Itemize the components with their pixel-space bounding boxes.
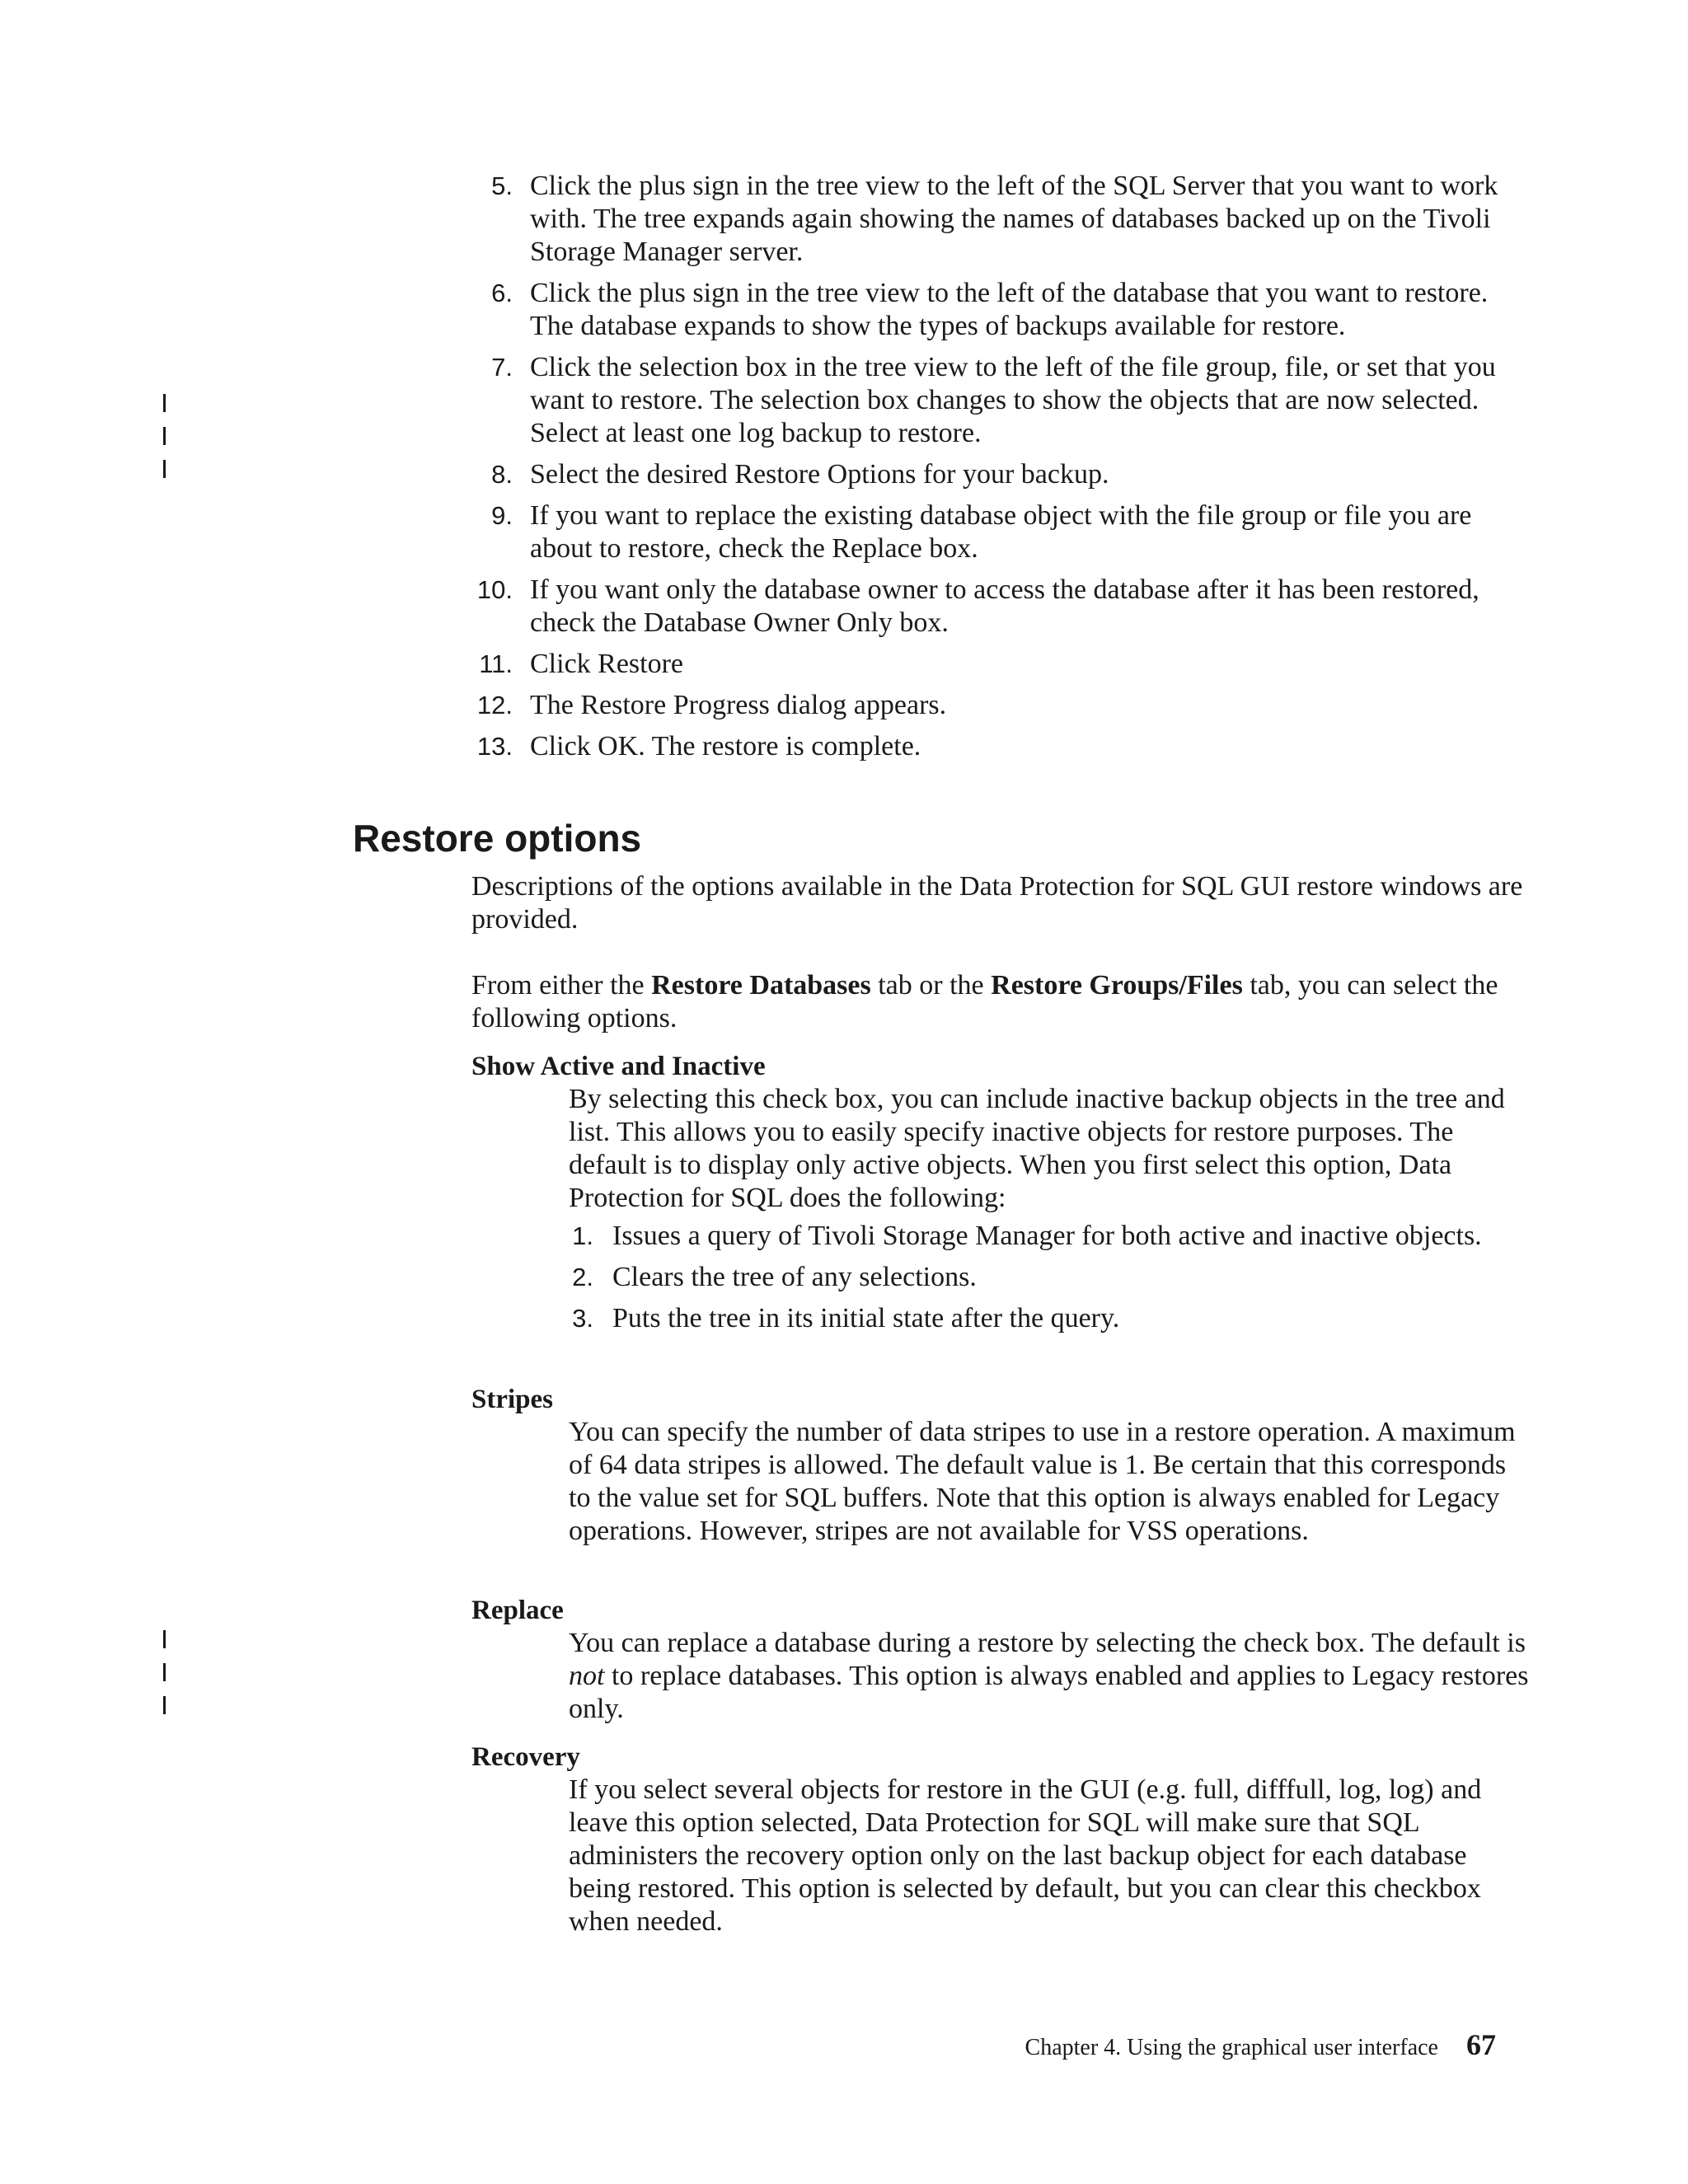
step-number: 8. — [491, 460, 513, 489]
step-number: 5. — [491, 171, 513, 200]
intro-text: Descriptions of the options available in the Data Protection for SQL GUI restore windows are provided. — [471, 871, 1523, 935]
option-sublist — [569, 1220, 1535, 1335]
page-number: 67 — [1466, 2028, 1496, 2061]
step-number: 10. — [476, 575, 513, 604]
option-recovery — [471, 1741, 1535, 1938]
option-show-active-inactive — [471, 1050, 1535, 1343]
lead-text: tab, you can select the following options. — [471, 970, 1498, 1033]
option-replace — [471, 1594, 1535, 1726]
list-item — [569, 1261, 1535, 1294]
option-term: Show Active and Inactive — [471, 1052, 766, 1081]
step-number: 12. — [476, 691, 513, 719]
list-item — [462, 351, 1533, 450]
list-item — [462, 277, 1533, 343]
option-description: If you select several objects for restore in the GUI (e.g. full, difffull, log, log) and leave this option selected, Data Protection for SQL will make sure that SQL administers the recovery option only on the last backup object for each database being restored. This option is selected by default, but you can clear this checkbox when needed. — [569, 1774, 1482, 1937]
step-text: Click Restore — [530, 649, 684, 679]
option-term: Replace — [471, 1596, 564, 1625]
option-stripes — [471, 1383, 1535, 1548]
list-item — [462, 730, 1533, 763]
item-number: 3. — [572, 1304, 593, 1333]
option-term: Stripes — [471, 1385, 553, 1414]
step-text: If you want only the database owner to access the database after it has been restored, check the Database Owner Only box. — [530, 574, 1479, 638]
restore-groups-files-tab-ref: Restore Groups/Files — [991, 970, 1243, 1001]
step-text: Click the plus sign in the tree view to the left of the SQL Server that you want to work with. The tree expands again showing the names of databases backed up on the Tivoli Storage Manager server. — [530, 171, 1498, 267]
change-bar — [163, 1630, 166, 1648]
section-heading: Restore options — [353, 817, 642, 860]
step-text: Click the plus sign in the tree view to the left of the database that you want to restore. The database expands to show the types of backups available for restore. — [530, 278, 1489, 341]
option-description: You can specify the number of data stripes to use in a restore operation. A maximum of 64 data stripes is allowed. The default value is 1. Be certain that this corresponds to the value set for SQL buffers. Note that this option is always enabled for Legacy operations. However, stripes are not available for VSS operations. — [569, 1417, 1516, 1546]
item-number: 1. — [572, 1221, 593, 1250]
description-text: You can replace a database during a restore by selecting the check box. The default is — [569, 1628, 1526, 1658]
procedure-steps — [462, 170, 1533, 771]
option-description: By selecting this check box, you can include inactive backup objects in the tree and list. This allows you to easily specify inactive objects for restore purposes. The default is to display only active objects. When you first select this option, Data Protection for SQL does the following: — [569, 1084, 1505, 1213]
lead-paragraph — [471, 969, 1535, 1035]
item-text: Issues a query of Tivoli Storage Manager for both active and inactive objects. — [612, 1221, 1482, 1251]
list-item — [462, 648, 1533, 681]
step-text: Click the selection box in the tree view to the left of the file group, file, or set that you want to restore. The selection box changes to show the objects that are now selected. Select at least one log backup to restore. — [530, 352, 1496, 448]
list-item — [569, 1220, 1535, 1253]
section-intro — [471, 870, 1535, 936]
option-term: Recovery — [471, 1742, 580, 1772]
change-bar — [163, 1696, 166, 1714]
change-bar — [163, 427, 166, 445]
emphasis-text: not — [569, 1661, 605, 1691]
step-text: Click OK. The restore is complete. — [530, 731, 921, 762]
change-bar — [163, 1663, 166, 1681]
item-text: Clears the tree of any selections. — [612, 1262, 977, 1292]
lead-text: tab or the — [870, 970, 992, 1001]
item-number: 2. — [572, 1263, 593, 1291]
page-footer — [1025, 2027, 1496, 2062]
restore-databases-tab-ref: Restore Databases — [651, 970, 871, 1001]
list-item — [462, 170, 1533, 269]
step-text: Select the desired Restore Options for your backup. — [530, 459, 1109, 490]
footer-chapter-title: Chapter 4. Using the graphical user interface — [1025, 2035, 1438, 2060]
list-item — [462, 499, 1533, 565]
list-item — [569, 1302, 1535, 1335]
item-text: Puts the tree in its initial state after the query. — [612, 1303, 1120, 1333]
description-text: to replace databases. This option is always enabled and applies to Legacy restores only. — [569, 1661, 1529, 1724]
lead-text: From either the — [471, 970, 652, 1001]
list-item — [462, 574, 1533, 640]
step-text: The Restore Progress dialog appears. — [530, 690, 947, 720]
list-item — [462, 689, 1533, 722]
step-number: 6. — [491, 279, 513, 307]
step-number: 9. — [491, 501, 513, 530]
option-description — [569, 1627, 1535, 1726]
list-item — [462, 458, 1533, 491]
step-text: If you want to replace the existing database object with the file group or file you are about to restore, check the Replace box. — [530, 500, 1472, 564]
change-bar — [163, 460, 166, 478]
step-number: 7. — [491, 353, 513, 382]
change-bar — [163, 394, 166, 412]
step-number: 13. — [476, 732, 513, 761]
step-number: 11. — [479, 649, 513, 678]
